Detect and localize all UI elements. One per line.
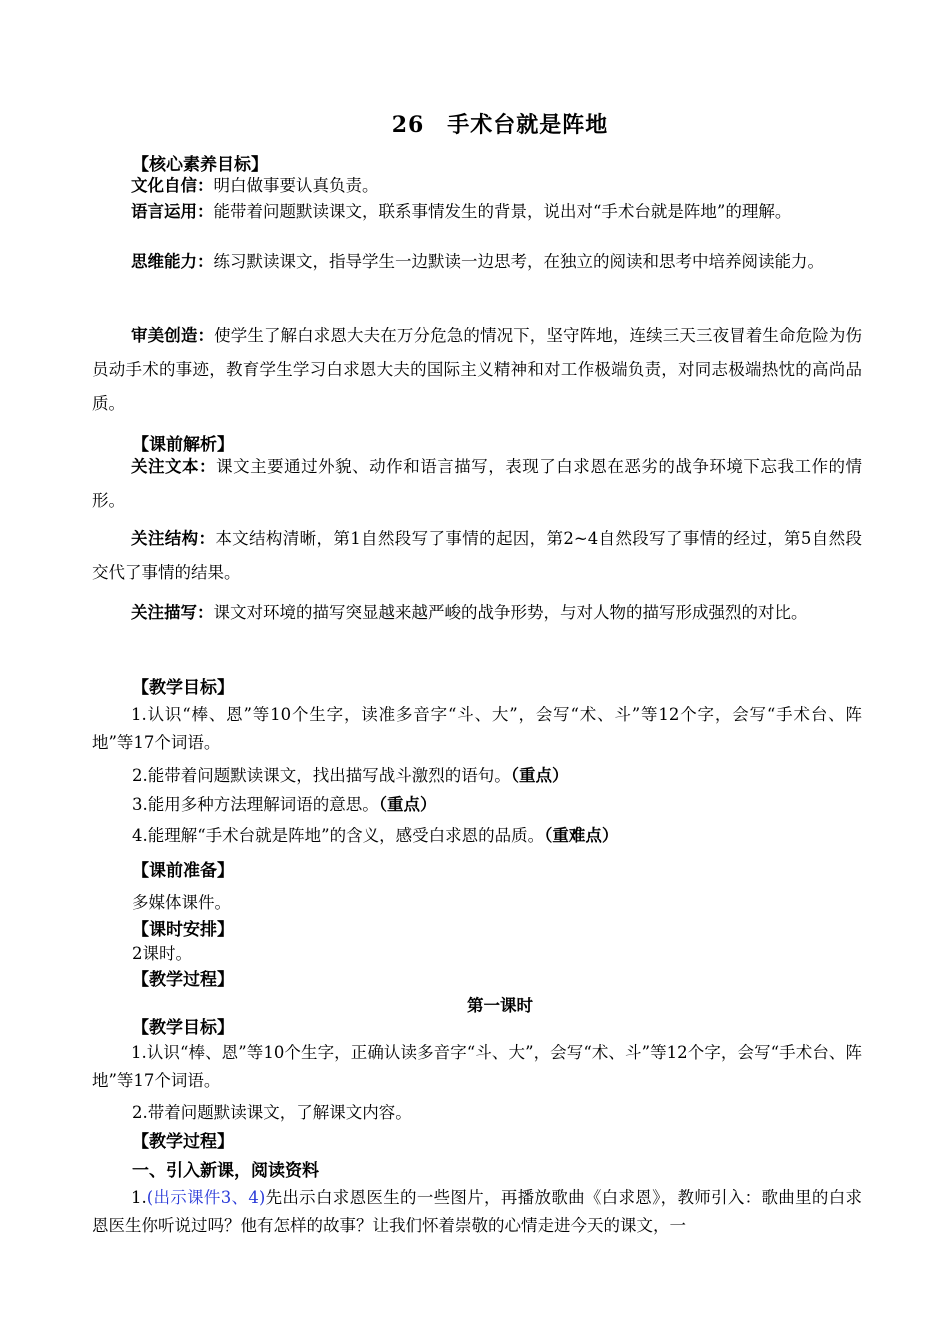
focus-description-body: 课文对环境的描写突显越来越严峻的战争形势，与对人物的描写形成强烈的对比。: [213, 603, 808, 622]
step1-courseware-ref: (出示课件3、4): [146, 1188, 266, 1207]
schedule-text: 2课时。: [132, 944, 192, 963]
preparation-text: 多媒体课件。: [132, 893, 231, 912]
focus-description-label: 关注描写：: [131, 603, 214, 622]
lesson1-goal-2: 2.带着问题默读课文，了解课文内容。: [132, 1103, 412, 1122]
lesson-title: 26 手术台就是阵地: [391, 112, 609, 138]
focus-structure-paragraph: [92, 522, 862, 590]
language-text: 能带着问题默读课文，联系事情发生的背景，说出对“手术台就是阵地”的理解。: [213, 202, 792, 221]
focus-description-paragraph: [92, 596, 862, 630]
language-paragraph: [92, 198, 862, 225]
thinking-label: 思维能力：: [131, 252, 214, 271]
thinking-paragraph: [92, 245, 862, 279]
schedule-heading: 【课时安排】: [132, 920, 234, 940]
teaching-goals-heading: 【教学目标】: [132, 678, 234, 698]
step1-text: 先出示白求恩医生的一些图片，再播放歌曲《白求恩》，教师引入：歌曲里的白求恩医生你听说过吗？他有怎样的故事？让我们怀着崇敬的心情走进今天的课文，一: [92, 1188, 863, 1235]
teaching-goal-3-tag: （重点）: [378, 795, 437, 814]
language-label: 语言运用：: [131, 202, 214, 221]
step1-number: 1.: [131, 1188, 147, 1207]
culture-text: 明白做事要认真负责。: [213, 176, 379, 195]
lesson1-goals-heading: 【教学目标】: [132, 1018, 234, 1038]
focus-text-body: 课文主要通过外貌、动作和语言描写，表现了白求恩在恶劣的战争环境下忘我工作的情形。: [92, 457, 863, 510]
teaching-goal-4-text: 4.能理解“手术台就是阵地”的含义，感受白求恩的品质。: [132, 826, 545, 845]
teaching-goal-1: 1.认识“棒、恩”等10个生字，读准多音字“斗、大”，会写“术、斗”等12个字，会写“手术台、阵地”等17个词语。: [92, 705, 862, 752]
aesthetic-label: 审美创造：: [131, 326, 215, 345]
teaching-goal-2-tag: （重点）: [510, 766, 569, 785]
section1-heading: 一、引入新课，阅读资料: [132, 1161, 319, 1181]
aesthetic-text: 使学生了解白求恩大夫在万分危急的情况下，坚守阵地，连续三天三夜冒着生命危险为伤员动手术的事迹，教育学生学习白求恩大夫的国际主义精神和对工作极端负责，对同志极端热忱的高尚品质。: [92, 326, 863, 413]
focus-structure-label: 关注结构：: [131, 529, 216, 548]
lesson1-title: 第一课时: [467, 996, 533, 1015]
preparation-heading: 【课前准备】: [132, 861, 234, 881]
teaching-goal-4-tag: （重难点）: [544, 826, 619, 845]
focus-text-paragraph: [92, 450, 862, 518]
analysis-heading: 【课前解析】: [132, 435, 234, 455]
aesthetic-paragraph: [92, 319, 862, 421]
thinking-text: 练习默读课文，指导学生一边默读一边思考，在独立的阅读和思考中培养阅读能力。: [213, 252, 824, 271]
lesson1-process-heading: 【教学过程】: [132, 1132, 234, 1152]
focus-structure-body: 本文结构清晰，第1自然段写了事情的起因，第2~4自然段写了事情的经过，第5自然段交代了事情的结果。: [92, 529, 862, 582]
teaching-goal-3-text: 3.能用多种方法理解词语的意思。: [132, 795, 379, 814]
teaching-goal-2-text: 2.能带着问题默读课文，找出描写战斗激烈的语句。: [132, 766, 511, 785]
lesson1-goal-1: 1.认识“棒、恩”等10个生字，正确认读多音字“斗、大”，会写“术、斗”等12个字，会写“手术台、阵地”等17个词语。: [92, 1043, 862, 1090]
teaching-goal-4: [132, 822, 618, 846]
process-heading: 【教学过程】: [132, 970, 234, 990]
culture-label: 文化自信：: [131, 176, 214, 195]
step1-paragraph: [92, 1184, 862, 1240]
teaching-goal-3: [132, 791, 437, 815]
teaching-goal-2: [132, 762, 569, 786]
culture-paragraph: [92, 172, 862, 200]
focus-text-label: 关注文本：: [131, 457, 217, 476]
core-goals-heading: 【核心素养目标】: [132, 155, 268, 175]
